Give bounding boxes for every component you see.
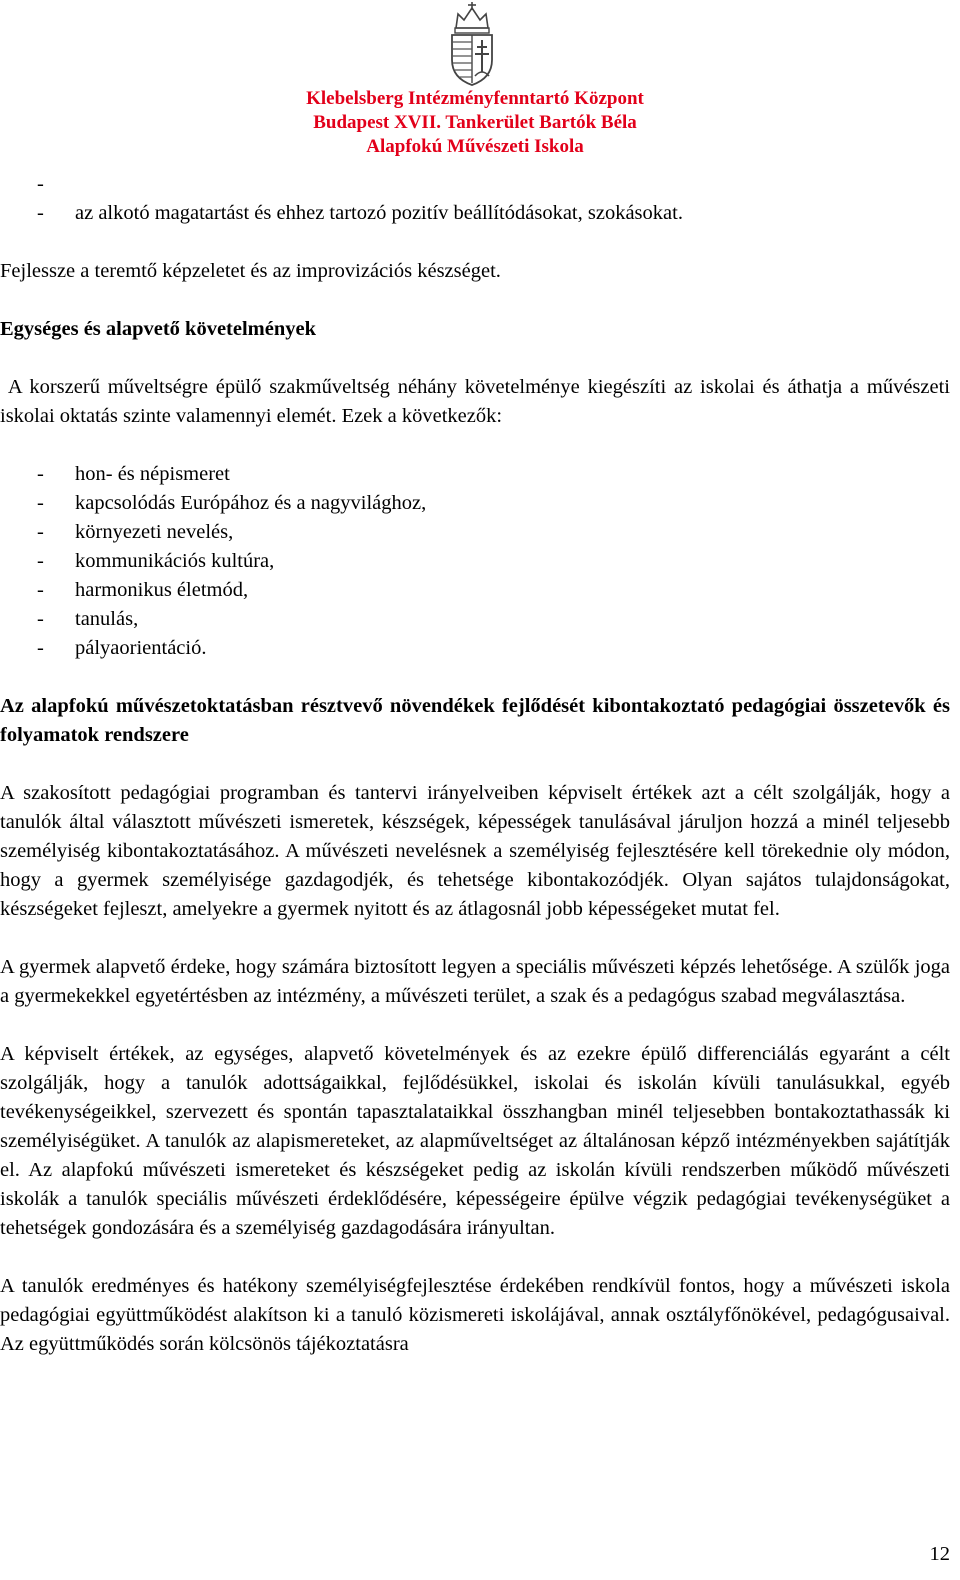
paragraph-represented-values: A képviselt értékek, az egységes, alapvető követelmények és az ezekre épülő differenciálás egyaránt a célt szolgálják, hogy a tanulók adottságaikkal, fejlődésükkel, iskolai és iskolán kívüli tanulásukkal, egyéb tevékenységeikkel, szervezett és spontán tapasztalataikkal összhangban minél teljesebben bontakoztathassák ki személyiségüket. A tanulók az alapismereteket, az alapműveltséget az általánosan képző intézményekben sajátítják el. Az alapfokú művészeti ismereteket és készségeket pedig az iskolán kívüli rendszerben működő művészeti iskolák a tanulók speciális művészeti érdeklődésére, képességeire épülve végzik pedagógiai tevékenységüket a tehetségek gondozására és a személyiség gazdagodására irányultan. (0, 1043, 950, 1239)
list-item: - pályaorientáció. (37, 637, 207, 659)
section-heading-requirements: Egységes és alapvető követelmények (0, 318, 316, 340)
paragraph-values: A szakosított pedagógiai programban és tantervi irányelveiben képviselt értékek azt a célt szolgálják, hogy a tanulók által választott művészeti ismeretek, készségek, képességek tanulásával járuljon hozzá a minél teljesebb személyiség kibontakoztatásához. A művészeti nevelésnek a személyiség fejlesztésére kell törekednie oly módon, hogy a gyermek személyisége gazdagodjék, és tehetsége kibontakozódjék. Olyan sajátos tulajdonságokat, készségeket fejleszt, amelyekre a gyermek nyitott és az átlagosnál jobb képességeket mutat fel. (0, 782, 950, 920)
coat-of-arms-icon (446, 2, 498, 86)
list-item: - harmonikus életmód, (37, 579, 249, 601)
list-item: - tanulás, (37, 608, 139, 630)
list-item: - (37, 173, 44, 195)
paragraph-child-interest: A gyermek alapvető érdeke, hogy számára biztosított legyen a speciális művészeti képzés lehetősége. A szülők joga a gyermekekkel egyetértésben az intézmény, a művészeti terület, a szak és a pedagógus szabad megválasztása. (0, 956, 950, 1007)
list-item: - kommunikációs kultúra, (37, 550, 275, 572)
section-heading-development: Az alapfokú művészetoktatásban résztvevő növendékek fejlődését kibontakoztató pedagógiai összetevők és folyamatok rendszere (0, 695, 950, 746)
list-item: - az alkotó magatartást és ehhez tartozó pozitív beállítódásokat, szokásokat. (37, 202, 683, 224)
letterhead (0, 0, 960, 170)
institution-line-3: Alapfokú Művészeti Iskola (366, 136, 584, 157)
paragraph-requirements: A korszerű műveltségre épülő szakműveltség néhány követelménye kiegészíti az iskolai és áthatja a művészeti iskolai oktatás szinte valamennyi elemét. Ezek a következők: (0, 376, 956, 427)
document-body (0, 170, 956, 1359)
list-item: - hon- és népismeret (37, 463, 230, 485)
top-dash-list (0, 170, 950, 228)
institution-line-2: Budapest XVII. Tankerület Bartók Béla (313, 112, 637, 133)
institution-line-1: Klebelsberg Intézményfenntartó Központ (306, 88, 644, 109)
paragraph-cooperation: A tanulók eredményes és hatékony személyiségfejlesztése érdekében rendkívül fontos, hogy a művészeti iskola pedagógiai együttműködést alakítson ki a tanuló közismereti iskolájával, annak osztályfőnökével, pedagógusaival. Az együttműködés során kölcsönös tájékoztatásra (0, 1275, 950, 1355)
requirements-list (0, 460, 950, 663)
list-item: - kapcsolódás Európához és a nagyvilághoz, (37, 492, 427, 514)
page-number: 12 (929, 1543, 950, 1565)
list-item: - környezeti nevelés, (37, 521, 234, 543)
paragraph-imagination: Fejlessze a teremtő képzeletet és az improvizációs készséget. (0, 260, 501, 282)
